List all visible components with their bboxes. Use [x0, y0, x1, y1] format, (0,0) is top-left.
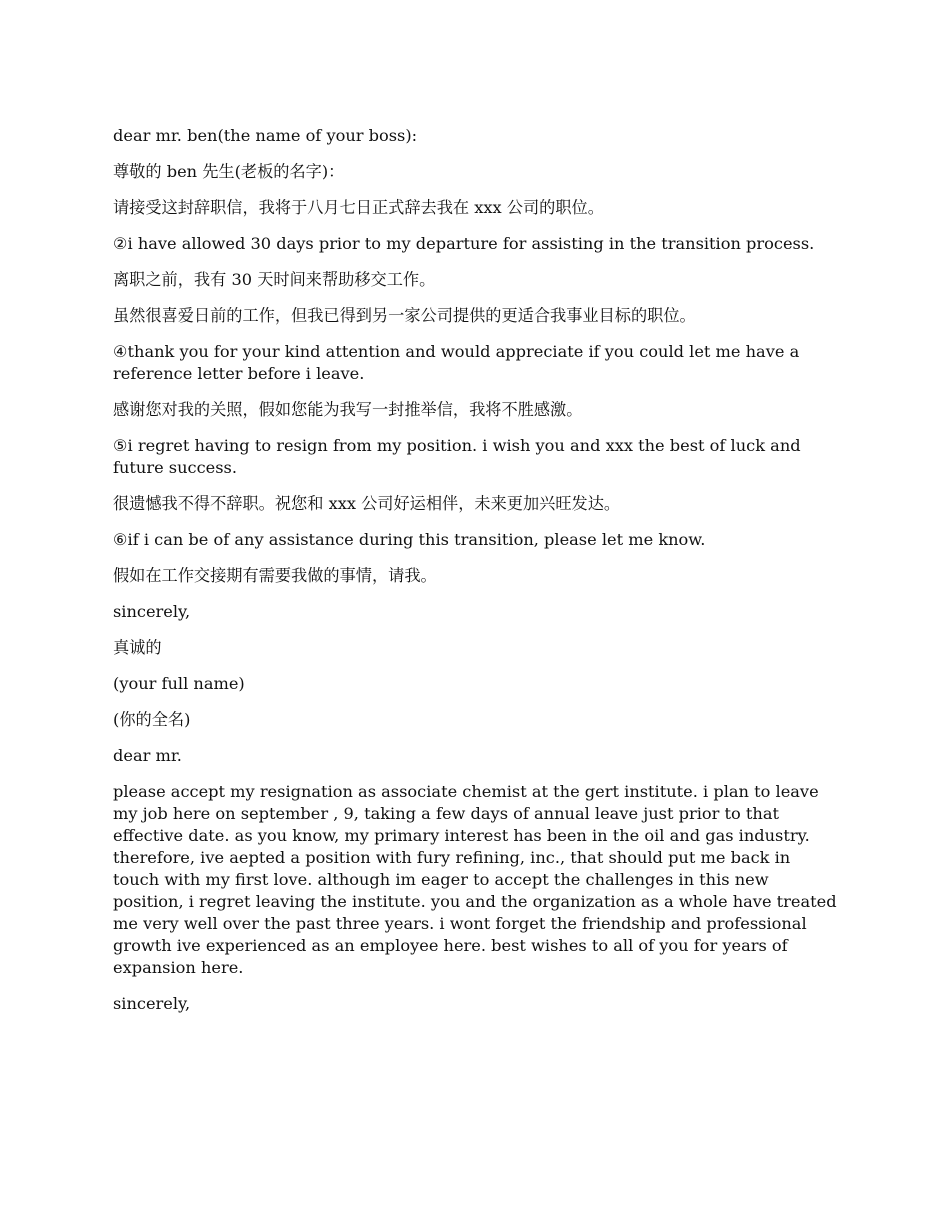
reference-request-english: ④thank you for your kind attention and would appreciate if you could let me have a reference letter before i leave. — [113, 342, 800, 383]
regret-chinese: 很遗憾我不得不辞职。祝您和 xxx 公司好运相伴，未来更加兴旺发达。 — [113, 494, 621, 513]
salutation-chinese: 尊敬的 ben 先生(老板的名字)： — [113, 162, 345, 181]
second-salutation: dear mr. — [113, 746, 182, 765]
second-closing: sincerely, — [113, 994, 191, 1013]
signature-name-chinese: (你的全名) — [113, 710, 191, 729]
transition-period-english: ②i have allowed 30 days prior to my departure for assisting in the transition process. — [113, 234, 815, 253]
closing-chinese: 真诚的 — [113, 638, 162, 657]
letter-body — [113, 125, 841, 1029]
assistance-offer-english: ⑥if i can be of any assistance during this transition, please let me know. — [113, 530, 706, 549]
reference-request-chinese: 感谢您对我的关照，假如您能为我写一封推举信，我将不胜感激。 — [113, 400, 583, 419]
regret-english: ⑤i regret having to resign from my position. i wish you and xxx the best of luck and future success. — [113, 436, 801, 477]
assistance-offer-chinese: 假如在工作交接期有需要我做的事情，请我。 — [113, 566, 437, 585]
salutation-english: dear mr. ben(the name of your boss): — [113, 126, 418, 145]
signature-name-english: (your full name) — [113, 674, 245, 693]
resignation-statement-chinese: 请接受这封辞职信，我将于八月七日正式辞去我在 xxx 公司的职位。 — [113, 198, 604, 217]
second-letter-body: please accept my resignation as associate chemist at the gert institute. i plan to leave my job here on september , 9, taking a few days of annual leave just prior to that effective date. as you know, my primary interest has been in the oil and gas industry. therefore, ive aepted a position with fury refining, inc., that should put me back in touch with my first love. although im eager to accept the challenges in this new position, i regret leaving the institute. you and the organization as a whole have treated me very well over the past three years. i wont forget the friendship and professional growth ive experienced as an employee here. best wishes to all of you for years of expansion here. — [113, 782, 837, 977]
closing-english: sincerely, — [113, 602, 191, 621]
transition-period-chinese: 离职之前，我有 30 天时间来帮助移交工作。 — [113, 270, 436, 289]
new-position-chinese: 虽然很喜爱日前的工作，但我已得到另一家公司提供的更适合我事业目标的职位。 — [113, 306, 696, 325]
